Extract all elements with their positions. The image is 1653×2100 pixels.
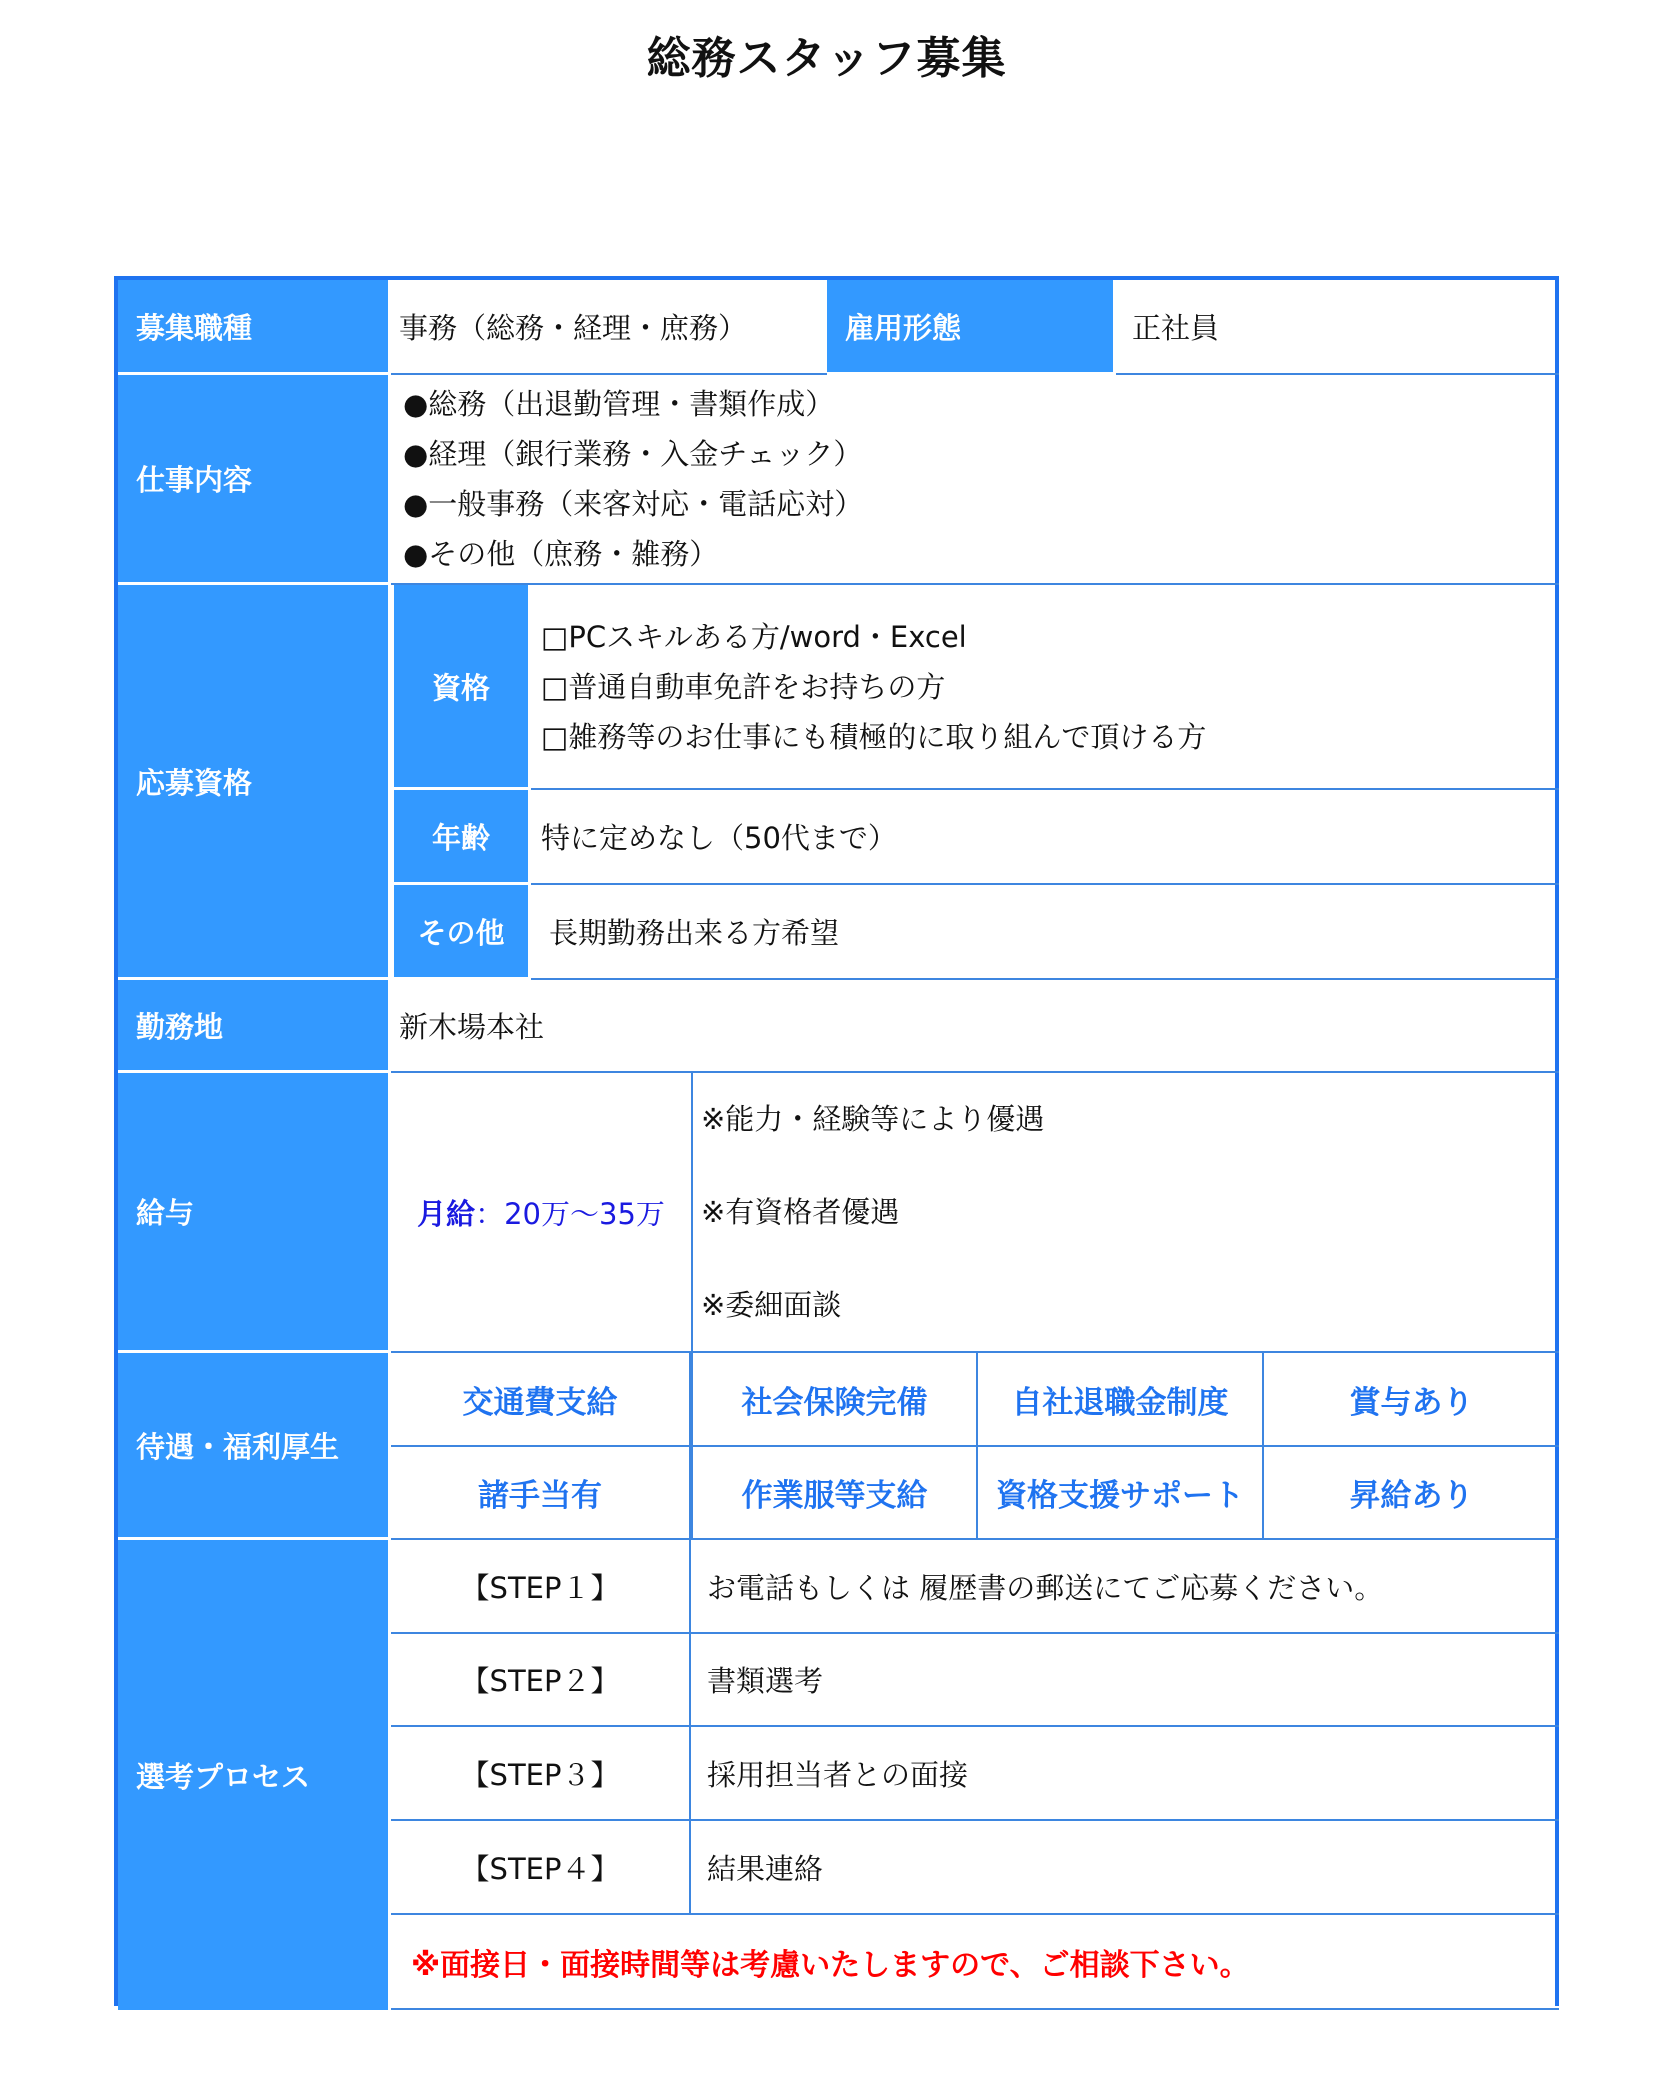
duties-header: 仕事内容 bbox=[118, 375, 391, 585]
salary-note: ※委細面談 bbox=[701, 1287, 842, 1322]
job-type-header: 募集職種 bbox=[118, 280, 391, 375]
employment-value: 正社員 bbox=[1116, 280, 1559, 375]
duties-list bbox=[391, 375, 1559, 585]
duty-item: ●総務（出退勤管理・書類作成） bbox=[403, 387, 835, 421]
salary-monthly bbox=[391, 1073, 691, 1353]
salary-colon: ： bbox=[475, 1196, 505, 1231]
salary-notes bbox=[691, 1073, 1559, 1353]
salary-note: ※有資格者優遇 bbox=[701, 1194, 900, 1229]
age-header: 年齢 bbox=[391, 790, 531, 885]
benefit-item: 自社退職金制度 bbox=[978, 1353, 1264, 1447]
salary-header: 給与 bbox=[118, 1073, 391, 1353]
other-header: その他 bbox=[391, 885, 531, 980]
location-value: 新木場本社 bbox=[391, 980, 1559, 1073]
step-label: 【STEP２】 bbox=[391, 1634, 691, 1727]
page-title: 総務スタッフ募集 bbox=[646, 33, 1007, 84]
qualification-item: □普通自動車免許をお持ちの方 bbox=[541, 669, 946, 704]
benefit-item: 資格支援サポート bbox=[978, 1447, 1264, 1540]
step-description: 採用担当者との面接 bbox=[691, 1727, 1559, 1821]
salary-note: ※能力・経験等により優遇 bbox=[701, 1102, 1045, 1137]
step-label: 【STEP４】 bbox=[391, 1821, 691, 1915]
location-header: 勤務地 bbox=[118, 980, 391, 1073]
duty-item: ●その他（庶務・雑務） bbox=[403, 537, 719, 571]
employment-header: 雇用形態 bbox=[827, 280, 1116, 375]
benefit-item: 社会保険完備 bbox=[691, 1353, 978, 1447]
qualification-item: □PCスキルある方/word・Excel bbox=[541, 619, 967, 654]
qualification-header: 資格 bbox=[391, 585, 531, 790]
step-description: お電話もしくは 履歴書の郵送にてご応募ください。 bbox=[691, 1540, 1559, 1634]
requirements-header: 応募資格 bbox=[118, 585, 391, 980]
job-type-value: 事務（総務・経理・庶務） bbox=[391, 280, 827, 375]
other-value: 長期勤務出来る方希望 bbox=[531, 885, 1559, 980]
interview-notice: ※面接日・面接時間等は考慮いたしますので、ご相談下さい。 bbox=[391, 1915, 1559, 2010]
salary-monthly-value: 20万～35万 bbox=[504, 1196, 665, 1231]
step-label: 【STEP３】 bbox=[391, 1727, 691, 1821]
benefit-item: 賞与あり bbox=[1264, 1353, 1559, 1447]
benefit-item: 作業服等支給 bbox=[691, 1447, 978, 1540]
step-label: 【STEP１】 bbox=[391, 1540, 691, 1634]
duty-item: ●一般事務（来客対応・電話応対） bbox=[403, 487, 864, 521]
benefit-item: 交通費支給 bbox=[391, 1353, 691, 1447]
benefits-header: 待遇・福利厚生 bbox=[118, 1353, 391, 1540]
step-description: 書類選考 bbox=[691, 1634, 1559, 1727]
benefit-item: 昇給あり bbox=[1264, 1447, 1559, 1540]
age-value: 特に定めなし（50代まで） bbox=[531, 790, 1559, 885]
qualification-item: □雑務等のお仕事にも積極的に取り組んで頂ける方 bbox=[541, 719, 1207, 754]
salary-monthly-label: 月給 bbox=[417, 1196, 476, 1231]
benefit-item: 諸手当有 bbox=[391, 1447, 691, 1540]
step-description: 結果連絡 bbox=[691, 1821, 1559, 1915]
duty-item: ●経理（銀行業務・入金チェック） bbox=[403, 437, 863, 471]
qualification-list bbox=[531, 585, 1559, 790]
process-header: 選考プロセス bbox=[118, 1540, 391, 2010]
recruitment-table bbox=[114, 276, 1559, 2006]
